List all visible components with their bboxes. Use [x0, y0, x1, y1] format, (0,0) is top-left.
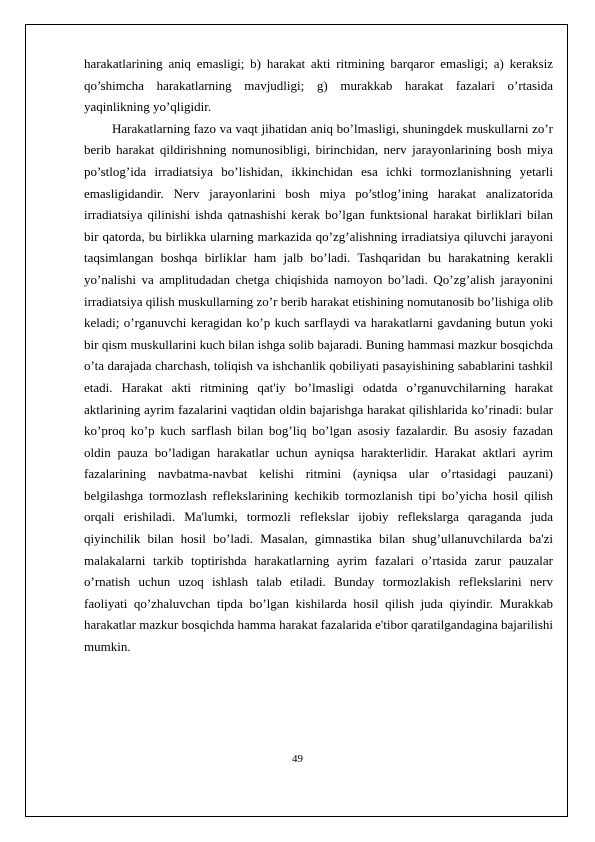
page-number: 49	[292, 753, 303, 765]
document-body	[84, 53, 553, 658]
paragraph-continuation: harakatlarining aniq emasligi; b) harakat akti ritmining barqaror emasligi; a) keraksiz qo’shimcha harakatlarning mavjudligi; g) murakkab harakat fazalari o’rtasida yaqinlikning yo’qligidir.	[84, 56, 553, 115]
paragraph-main: Harakatlarning fazo va vaqt jihatidan aniq bo’lmasligi, shuningdek muskullarni zo’r berib harakat qildirishning nomunosibligi, birinchidan, nerv jarayonlarining bosh miya po’stlog’ida irradiatsiya bo’lishidan, ikkinchidan esa ichki tormozlanishning yetarli emasligidandir. Nerv jarayonlarini bosh miya po’stlog’ining harakat analizatorida irradiatsiya qilinishi ishda qatnashishi kerak bo’lgan funktsional harakat birliklari bilan bir qatorda, bu birlikka ularning markazida qo’zg’alishning irradiatsiya qiluvchi jarayoni taqsimlangan boshqa birliklar ham jalb bo’ladi. Tashqaridan bu harakatning kerakli yo’nalishi va amplitudadan chetga chiqishida namoyon bo’ladi. Qo’zg’alish jarayonini irradiatsiya qilish muskullarning zo’r berib harakat etishining nomutanosib bo’lishiga olib keladi; o’rganuvchi keragidan ko’p kuch sarflaydi va harakatlarni gavdaning butun yoki bir qism muskullarini kuch bilan ishga solib bajaradi. Buning hammasi mazkur bosqichda o’ta darajada charchash, toliqish va ishchanlik qobiliyati pasayishining sabablarini tashkil etadi. Harakat akti ritmining qat'iy bo’lmasligi odatda o’rganuvchilarning harakat aktlarining ayrim fazalarini vaqtidan oldin bajarishga harakat qilishlarida ko’rinadi: bular ko’proq ko’p kuch sarflash bilan bog’liq bo’lgan asosiy fazalardir. Bu asosiy fazadan oldin pauza bo’ladigan harakatlar uchun ayniqsa harakterlidir. Harakat aktlari ayrim fazalarining navbatma-navbat kelishi ritmini (ayniqsa ular o’rtasidagi pauzani) belgilashga tormozlash reflekslarining kechikib tormozlanish tipi bo’yicha hosil qilish orqali erishiladi. Ma'lumki, tormozli reflekslar ijobiy reflekslarga qaraganda juda qiyinchilik bilan hosil bo’ladi. Masalan, gimnastika bilan shug’ullanuvchilarda ba'zi malakalarni tarkib toptirishda harakatlarning ayrim fazalari o’rtasida zarur pauzalar o’rnatish uchun uzoq ishlash talab etiladi. Bunday tormozlakish reflekslarini nerv faoliyati qo’zhaluvchan tipda bo’lgan kishilarda hosil qilish juda qiyindir. Murakkab harakatlar mazkur bosqichda hamma harakat fazalarida e'tibor qaratilgandagina bajarilishi mumkin.	[84, 120, 553, 655]
